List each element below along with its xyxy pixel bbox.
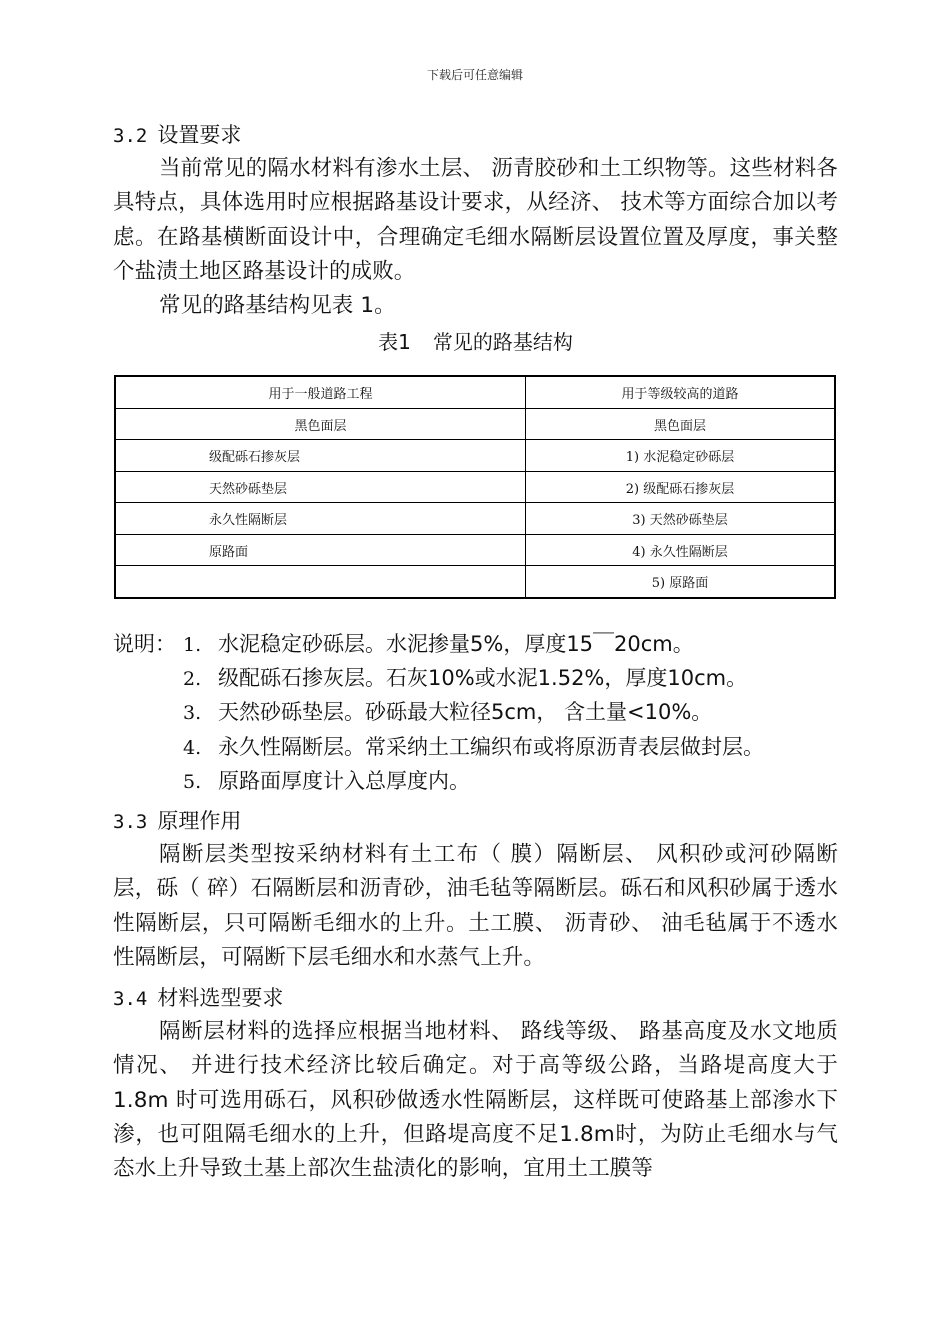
notes-list (113, 627, 838, 798)
section-3-2-paragraph-2: 常见的路基结构见表 1。 (159, 293, 396, 319)
note-index: 4. (183, 736, 202, 759)
table-row (115, 440, 835, 472)
section-3-2-heading (113, 118, 838, 152)
section-number: 3.2 (113, 125, 148, 147)
note-index: 2. (183, 668, 202, 691)
section-number: 3.4 (113, 988, 148, 1011)
table-cell: 原路面 (115, 534, 526, 566)
section-3-4-heading (113, 981, 838, 1015)
note-text: 级配砾石掺灰层。石灰10%或水泥1.52%，厚度10cm。 (218, 666, 748, 691)
notes-label: 说明： (113, 631, 176, 656)
roadbed-structure-table (114, 375, 836, 599)
table-cell: 2) 级配砾石掺灰层 (526, 471, 836, 503)
document-body (113, 118, 838, 1187)
note-item (113, 730, 838, 764)
note-text: 天然砂砾垫层。砂砾最大粒径5cm， 含土量<10%。 (218, 700, 713, 725)
table-cell: 天然砂砾垫层 (115, 471, 526, 503)
section-3-3-heading (113, 804, 838, 838)
section-3-2-paragraph-1: 当前常见的隔水材料有渗水土层、 沥青胶砂和土工织物等。这些材料各具特点，具体选用时应根据路基设计要求，从经济、 技术等方面综合加以考虑。在路基横断面设计中，合理确定毛细水隔断层设置位置及厚度，事关整个盐渍土地区路基设计的成败。 (113, 156, 838, 284)
table-cell (115, 566, 526, 598)
note-index: 5. (183, 770, 202, 793)
table-cell: 级配砾石掺灰层 (115, 440, 526, 472)
note-index: 3. (183, 702, 202, 725)
table-cell: 4) 永久性隔断层 (526, 534, 836, 566)
section-3-4-paragraph: 隔断层材料的选择应根据当地材料、 路线等级、 路基高度及水文地质情况、 并进行技术经济比较后确定。对于高等级公路，当路堤高度大于1.8m 时可选用砾石，风积砂做透水性隔断层，这样既可使路基上部渗水下渗，也可阻隔毛细水的上升，但路堤高度不足1.8m时，为防止毛细水与气态水上升导致土基上部次生盐渍化的影响，宜用土工膜等 (113, 1019, 838, 1182)
table-row (115, 408, 835, 440)
table-header-cell: 用于一般道路工程 (115, 376, 526, 408)
section-title: 原理作用 (157, 808, 242, 833)
section-number: 3.3 (113, 810, 148, 833)
note-index: 1. (183, 633, 202, 656)
table-cell: 永久性隔断层 (115, 503, 526, 535)
note-item (113, 627, 838, 661)
table-cell: 3) 天然砂砾垫层 (526, 503, 836, 535)
table-header-row (115, 376, 835, 408)
table-row (115, 534, 835, 566)
table-row (115, 503, 835, 535)
table-caption-number: 表1 (378, 330, 411, 355)
note-item (113, 764, 838, 798)
note-item (113, 695, 838, 729)
section-3-3-paragraph: 隔断层类型按采纳材料有土工布（ 膜）隔断层、 风积砂或河砂隔断层，砾（ 碎）石隔断层和沥青砂，油毛毡等隔断层。砾石和风积砂属于透水性隔断层，只可隔断毛细水的上升。土工膜、 沥青砂、 油毛毡属于不透水性隔断层，可隔断下层毛细水和水蒸气上升。 (113, 841, 838, 970)
table-header-cell: 用于等级较高的道路 (526, 376, 836, 408)
table-row (115, 471, 835, 503)
table-cell: 5) 原路面 (526, 566, 836, 598)
note-text: 水泥稳定砂砾层。水泥掺量5%，厚度15￣20cm。 (218, 631, 694, 656)
section-title: 材料选型要求 (157, 986, 284, 1011)
note-text: 原路面厚度计入总厚度内。 (218, 768, 470, 793)
page-header: 下载后可任意编辑 (426, 68, 523, 82)
table-caption (113, 325, 838, 359)
section-title: 设置要求 (157, 123, 242, 147)
table-row (115, 566, 835, 598)
note-text: 永久性隔断层。常采纳土工编织布或将原沥青表层做封层。 (218, 734, 764, 759)
note-item (113, 661, 838, 695)
table-cell: 1) 水泥稳定砂砾层 (526, 440, 836, 472)
table-caption-title: 常见的路基结构 (432, 330, 573, 355)
table-cell: 黑色面层 (115, 408, 526, 440)
table-cell: 黑色面层 (526, 408, 836, 440)
